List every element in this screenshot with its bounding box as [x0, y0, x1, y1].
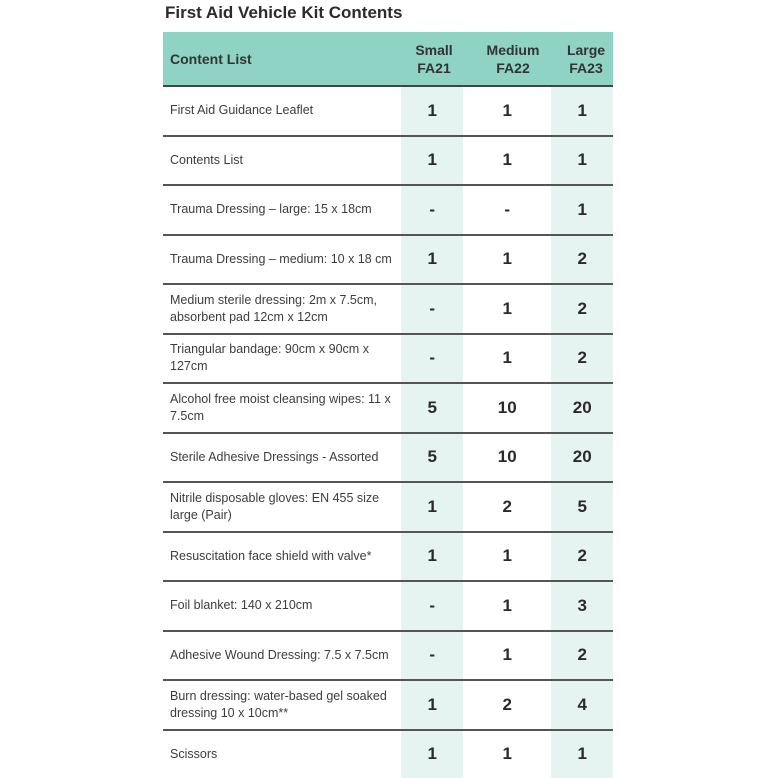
- table-row: [163, 236, 613, 286]
- item-name: First Aid Guidance Leaflet: [163, 87, 401, 135]
- table-row: [163, 285, 613, 335]
- item-name: Resuscitation face shield with valve*: [163, 533, 401, 581]
- item-name: Foil blanket: 140 x 210cm: [163, 582, 401, 630]
- table-row: [163, 87, 613, 137]
- qty-small: 5: [401, 434, 463, 482]
- item-name: Trauma Dressing – medium: 10 x 18 cm: [163, 236, 401, 284]
- qty-large: 1: [551, 186, 613, 234]
- qty-medium: 1: [466, 335, 548, 383]
- qty-small: 1: [401, 236, 463, 284]
- qty-medium: 1: [466, 137, 548, 185]
- qty-small: 1: [401, 731, 463, 778]
- qty-small: 1: [401, 533, 463, 581]
- qty-medium: -: [466, 186, 548, 234]
- table-body: [163, 87, 613, 778]
- qty-medium: 1: [466, 87, 548, 135]
- item-name: Burn dressing: water-based gel soaked dressing 10 x 10cm**: [163, 681, 401, 729]
- qty-medium: 10: [466, 384, 548, 432]
- qty-small: -: [401, 632, 463, 680]
- table-row: [163, 434, 613, 484]
- header-content-list: Content List: [163, 32, 403, 85]
- qty-small: 1: [401, 483, 463, 531]
- qty-small: 1: [401, 681, 463, 729]
- item-name: Alcohol free moist cleansing wipes: 11 x 7.5cm: [163, 384, 401, 432]
- qty-large: 1: [551, 731, 613, 778]
- header-small-label: Small: [415, 41, 452, 59]
- item-name: Trauma Dressing – large: 15 x 18cm: [163, 186, 401, 234]
- header-large-label: Large: [567, 41, 605, 59]
- qty-large: 1: [551, 87, 613, 135]
- table-row: [163, 384, 613, 434]
- table-row: [163, 582, 613, 632]
- qty-large: 1: [551, 137, 613, 185]
- item-name: Triangular bandage: 90cm x 90cm x 127cm: [163, 335, 401, 383]
- header-small-code: FA21: [417, 59, 450, 77]
- item-name: Contents List: [163, 137, 401, 185]
- qty-medium: 1: [466, 236, 548, 284]
- table-row: [163, 681, 613, 731]
- qty-large: 2: [551, 285, 613, 333]
- qty-small: 1: [401, 137, 463, 185]
- qty-large: 2: [551, 335, 613, 383]
- header-medium-code: FA22: [496, 59, 529, 77]
- table-row: [163, 483, 613, 533]
- kit-contents-table: [163, 32, 613, 778]
- header-large: [561, 32, 611, 85]
- qty-large: 2: [551, 632, 613, 680]
- qty-small: -: [401, 186, 463, 234]
- qty-large: 20: [551, 384, 613, 432]
- qty-large: 3: [551, 582, 613, 630]
- item-name: Nitrile disposable gloves: EN 455 size large (Pair): [163, 483, 401, 531]
- table-row: [163, 731, 613, 778]
- item-name: Adhesive Wound Dressing: 7.5 x 7.5cm: [163, 632, 401, 680]
- table-row: [163, 186, 613, 236]
- qty-large: 2: [551, 533, 613, 581]
- header-medium: [468, 32, 558, 85]
- qty-large: 5: [551, 483, 613, 531]
- qty-medium: 2: [466, 483, 548, 531]
- qty-medium: 1: [466, 285, 548, 333]
- table-row: [163, 632, 613, 682]
- qty-medium: 10: [466, 434, 548, 482]
- qty-medium: 1: [466, 632, 548, 680]
- qty-medium: 1: [466, 582, 548, 630]
- item-name: Medium sterile dressing: 2m x 7.5cm, absorbent pad 12cm x 12cm: [163, 285, 401, 333]
- table-row: [163, 335, 613, 385]
- item-name: Scissors: [163, 731, 401, 778]
- qty-medium: 1: [466, 731, 548, 778]
- qty-small: -: [401, 285, 463, 333]
- qty-small: -: [401, 582, 463, 630]
- qty-medium: 1: [466, 533, 548, 581]
- header-small: [403, 32, 465, 85]
- header-medium-label: Medium: [487, 41, 540, 59]
- header-large-code: FA23: [569, 59, 602, 77]
- table-row: [163, 137, 613, 187]
- qty-small: -: [401, 335, 463, 383]
- qty-small: 5: [401, 384, 463, 432]
- qty-medium: 2: [466, 681, 548, 729]
- qty-small: 1: [401, 87, 463, 135]
- table-row: [163, 533, 613, 583]
- qty-large: 4: [551, 681, 613, 729]
- qty-large: 2: [551, 236, 613, 284]
- page-title: First Aid Vehicle Kit Contents: [165, 3, 402, 23]
- item-name: Sterile Adhesive Dressings - Assorted: [163, 434, 401, 482]
- table-header: [163, 32, 613, 87]
- qty-large: 20: [551, 434, 613, 482]
